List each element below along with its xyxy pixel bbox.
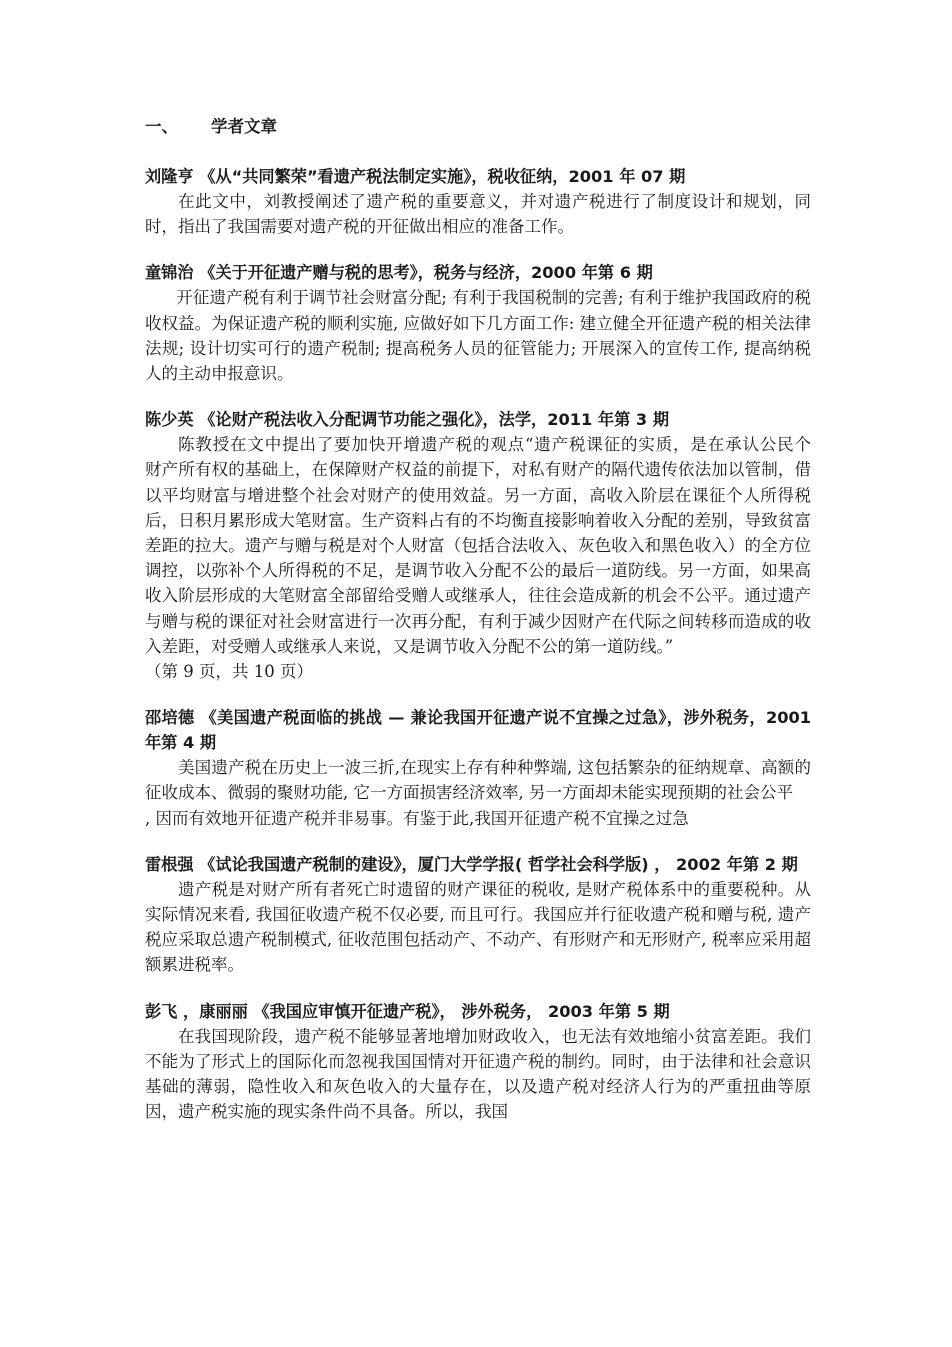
section-number: 一、 bbox=[145, 117, 178, 136]
document-page bbox=[145, 112, 828, 1145]
article-summary: 陈教授在文中提出了要加快开增遗产税的观点“遗产税课征的实质，是在承认公民个 财产所有权的基础上，在保障财产权益的前提下，对私有财产的隔代遗传依法加以管制，借以平均财富与增进整个社会对财产的使用效益。另一方面，高收入阶层在课征个人所得税后，日积月累形成大笔财富。生产资料占有的不均衡直接影响着收入分配的差别，导致贫富差距的拉大。遗产与赠与税是对个人财富（包括合法收入、灰色收入和黑色收入）的全方位调控，以弥补个人所得税的不足，是调节收入分配不公的最后一道防线。另一方面，如果高收入阶层形成的大笔财富全部留给受赠人或继承人，往往会造成新的机会不公平。通过遗产与赠与税的课征对社会财富进行一次再分配，有利于减少因财产在代际之间转移而造成的收入差距，对受赠人或继承人来说，又是调节收入分配不公的第一道防线。” bbox=[145, 435, 828, 656]
article-citation: 邵培德 《美国遗产税面临的挑战 — 兼论我国开征遗产说不宜操之过急》，涉外税务，2001 年第 4 期 bbox=[145, 708, 811, 753]
article-citation: 陈少英 《论财产税法收入分配调节功能之强化》，法学，2011 年第 3 期 bbox=[145, 410, 670, 430]
article-summary-continued: , 因而有效地开征遗产税并非易事。有鉴于此,我国开征遗产税不宜操之过急 bbox=[145, 808, 689, 828]
article-citation: 童锦治 《关于开征遗产赠与税的思考》，税务与经济，2000 年第 6 期 bbox=[145, 263, 653, 283]
article-citation: 雷根强 《试论我国遗产税制的建设》，厦门大学学报( 哲学社会科学版) ， 2002 年第 2 期 bbox=[145, 854, 798, 874]
article-summary: 遗产税是对财产所有者死亡时遗留的财产课征的税收, 是财产税体系中的重要税种。从实际情况来看, 我国征收遗产税不仅必要, 而且可行。我国应并行征收遗产税和赠与税, 遗产税应采取总遗产税制模式, 征收范围包括动产、不动产、有形财产和无形财产, 税率应采用超额累进税率。 bbox=[145, 879, 811, 975]
article-entry bbox=[145, 999, 811, 1125]
article-summary: 开征遗产税有利于调节社会财富分配; 有利于我国税制的完善; 有利于维护我国政府的税收权益。为保证遗产税的顺利实施, 应做好如下几方面工作: 建立健全开征遗产税的相关法律法规; 设计切实可行的遗产税制; 提高税务人员的征管能力; 开展深入的宣传工作, 提高纳税人的主动申报意识。 bbox=[145, 288, 811, 384]
article-entry bbox=[145, 260, 811, 386]
article-citation: 彭飞 ，康丽丽 《我国应审慎开征遗产税》， 涉外税务， 2003 年第 5 期 bbox=[145, 1001, 670, 1021]
section-title: 学者文章 bbox=[211, 117, 277, 136]
article-citation: 刘隆亨 《从“共同繁荣”看遗产税法制定实施》，税收征纳，2001 年 07 期 bbox=[145, 167, 686, 186]
article-summary: 在我国现阶段，遗产税不能够显著地增加财政收入，也无法有效地缩小贫富差距。我们不能为了形式上的国际化而忽视我国国情对开征遗产税的制约。同时，由于法律和社会意识基础的薄弱，隐性收入和灰色收入的大量存在，以及遗产税对经济人行为的严重扭曲等原因，遗产税实施的现实条件尚不具备。所以，我国 bbox=[145, 1026, 811, 1122]
page-number-note: （第 9 页，共 10 页） bbox=[145, 662, 313, 682]
article-entry bbox=[145, 705, 811, 831]
article-entry bbox=[145, 852, 811, 978]
article-summary: 在此文中，刘教授阐述了遗产税的重要意义，并对遗产税进行了制度设计和规划，同时，指出了我国需要对遗产税的开征做出相应的准备工作。 bbox=[145, 192, 811, 237]
article-entry bbox=[145, 164, 811, 239]
article-entry bbox=[145, 407, 828, 684]
article-summary: 美国遗产税在历史上一波三折,在现实上存有种种弊端, 这包括繁杂的征纳规章、高额的征收成本、微弱的聚财功能, 它一方面损害经济效率, 另一方面却未能实现预期的社会公平 bbox=[145, 758, 811, 803]
section-heading bbox=[145, 112, 811, 142]
